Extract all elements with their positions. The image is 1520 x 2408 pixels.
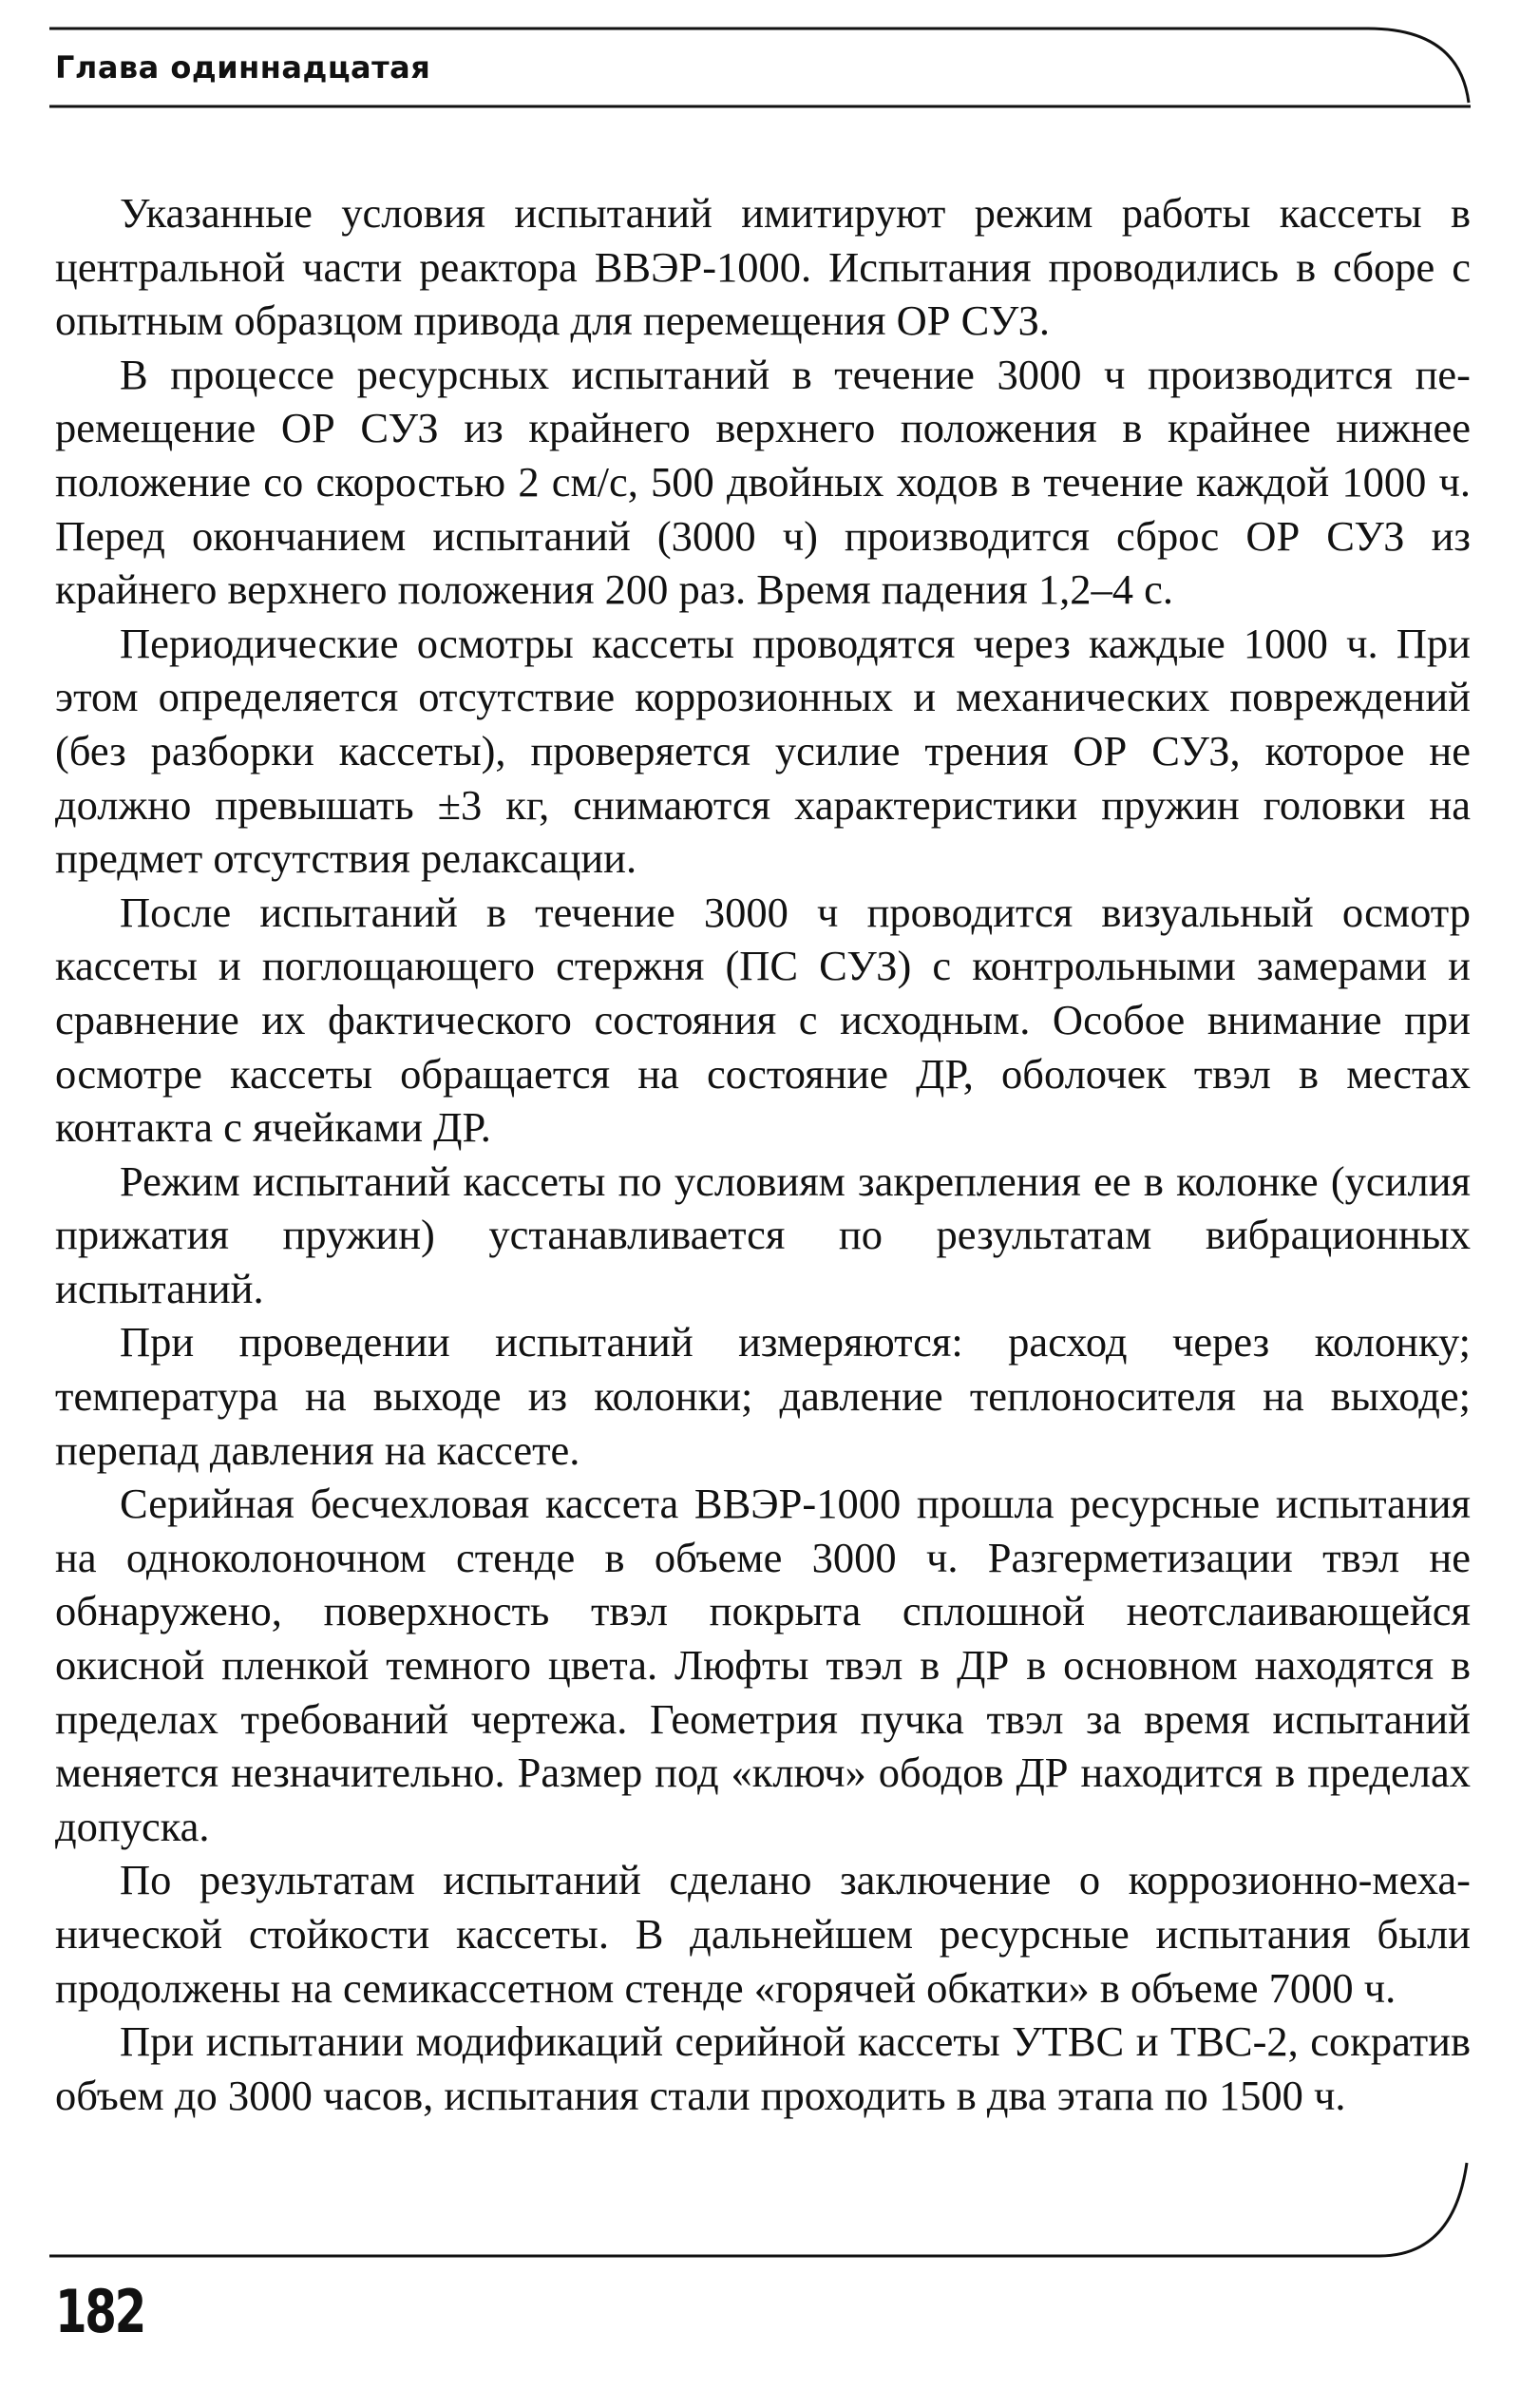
paragraph-3: Периодические осмотры кассеты проводятся через каждые 1000 ч. При этом определяется отсутствие коррозионных и механических повреждений (без разборки кассеты), проверяется усилие трения ОР СУЗ, которое не должно превышать ±3 кг, снимаются характеристики пружин головки на предмет отсутствия релаксации. bbox=[55, 619, 1471, 883]
paragraph-5: Режим испытаний кассеты по условиям закрепления ее в колонке (усилия прижатия пружин) устанавливается по результатам вибрационных испытаний. bbox=[55, 1156, 1471, 1312]
paragraph-4: После испытаний в течение 3000 ч проводится визуальный осмотр кассеты и поглощающего стержня (ПС СУЗ) с контрольными замерами и сравнение их фактического состояния с исходным. Особое внимание при осмотре кассеты обращается на состояние ДР, оболочек твэл в местах контакта с ячейками ДР. bbox=[55, 888, 1471, 1152]
page-number: 182 bbox=[55, 2277, 144, 2346]
paragraph-2: В процессе ресурсных испытаний в течение 3000 ч производится перемещение ОР СУЗ из крайнего верхнего положения в крайнее нижнее положение со скоростью 2 см/с, 500 двойных ходов в течение каждой 1000 ч. Перед окончанием испытаний (3000 ч) производится сброс ОР СУЗ из крайнего верхнего положения 200 раз. Время падения 1,2–4 с. bbox=[55, 350, 1471, 614]
paragraph-7: Серийная бесчехловая кассета ВВЭР-1000 прошла ресурсные испытания на одноколоночном стенде в объеме 3000 ч. Разгерметизации твэл не обнаружено, поверхность твэл покрыта сплошной неотслаивающейся окисной пленкой темного цвета. Люфты твэл в ДР в основном находятся в пределах требований чертежа. Геометрия пучка твэл за время испытаний меняется незначительно. Размер под «ключ» ободов ДР находится в пределах допуска. bbox=[55, 1480, 1471, 1850]
paragraph-1: Указанные условия испытаний имитируют режим работы кассеты в центральной части реактора ВВЭР-1000. Испытания проводились в сборе с опытным образцом привода для перемещения ОР СУЗ. bbox=[55, 189, 1471, 345]
header-rule-decoration bbox=[0, 0, 1520, 133]
running-head-chapter-title: Глава одиннадцатая bbox=[55, 49, 431, 86]
body-text bbox=[55, 186, 1471, 2122]
paragraph-6: При проведении испытаний измеряются: расход через колонку; температура на выходе из колонки; давление теплоносителя на выходе; перепад давления на кассете. bbox=[55, 1318, 1471, 1474]
paragraph-9: При испытании модификаций серийной кассеты УТВС и ТВС-2, сократив объем до 3000 часов, испытания стали проходить в два этапа по 1500 ч. bbox=[55, 2017, 1471, 2119]
paragraph-8: По результатам испытаний сделано заключение о коррозионно-механической стойкости кассеты. В дальнейшем ресурсные испытания были продолжены на семикассетном стенде «горячей обкатки» в объеме 7000 ч. bbox=[55, 1856, 1471, 2012]
